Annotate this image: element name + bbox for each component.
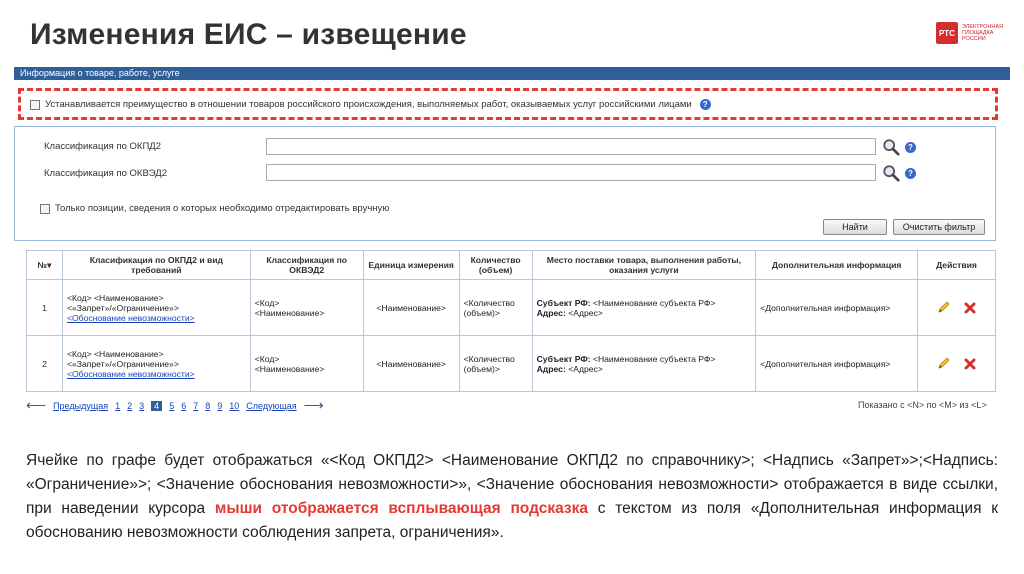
- qty-cell: [459, 336, 532, 392]
- shown-range: Показано с <N> по <M> из <L>: [858, 400, 987, 410]
- preference-checkbox-label: Устанавливается преимущество в отношении товаров российского происхождения, выполняемых работ, оказываемых услуг российскими лицами: [45, 99, 692, 110]
- current-page: 4: [151, 401, 162, 411]
- subject-value: <Наименование субъекта РФ>: [592, 297, 716, 308]
- okved-cell: [250, 336, 363, 392]
- row-num: 2: [27, 336, 63, 392]
- logo-text: ЭЛЕКТРОННАЯ ПЛОЩАДКА РОССИИ: [962, 24, 1004, 42]
- table-header-row: [27, 251, 996, 280]
- subject-label: Субъект РФ:: [536, 353, 591, 364]
- arrow-right-icon[interactable]: ⟶: [303, 397, 324, 413]
- manual-only-label: Только позиции, сведения о которых необходимо отредактировать вручную: [55, 203, 390, 214]
- page-link[interactable]: 10: [229, 400, 240, 411]
- edit-icon[interactable]: [937, 356, 951, 370]
- extra-cell: <Дополнительная информация>: [756, 280, 918, 336]
- page-link[interactable]: 2: [127, 400, 133, 411]
- preference-checkbox[interactable]: [30, 100, 40, 110]
- pagination: [26, 397, 324, 414]
- description-text: [26, 449, 998, 545]
- help-icon[interactable]: ?: [700, 99, 711, 110]
- qty-cell: [459, 280, 532, 336]
- help-icon[interactable]: ?: [905, 168, 916, 179]
- edit-icon[interactable]: [937, 300, 951, 314]
- okved-label: Классификация по ОКВЭД2: [44, 168, 168, 179]
- page-link[interactable]: 6: [181, 400, 187, 411]
- logo-mark: РТС: [936, 22, 958, 44]
- okpd-code-name: <Код> <Наименование>: [66, 348, 164, 359]
- okpd-restriction: <«Запрет»/«Ограничение»>: [66, 358, 179, 369]
- subject-label: Субъект РФ:: [536, 297, 591, 308]
- description-part1: Ячейке по графе будет отображаться «<Код ОКПД2> <Наименование ОКПД2 по справочнику>; <Надпись «Запрет»>;<Надпись: «Ограничение»>; <Значение обоснования невозможности>», <Значение обоснования невозможности> отображается в виде ссылки, при наведении курсора: [26, 452, 998, 517]
- okpd-cell: [62, 336, 250, 392]
- page-link[interactable]: 7: [193, 400, 199, 411]
- okved-cell: [250, 280, 363, 336]
- page-link[interactable]: 8: [205, 400, 211, 411]
- rts-logo: [936, 22, 1006, 44]
- okved-code: <Код>: [254, 297, 280, 308]
- col-okpd-header: Класификация по ОКПД2 и вид требований: [62, 251, 250, 280]
- okved-code: <Код>: [254, 353, 280, 364]
- actions-cell: [918, 336, 996, 392]
- col-actions-header: Действия: [918, 251, 996, 280]
- okpd-restriction: <«Запрет»/«Ограничение»>: [66, 302, 179, 313]
- manual-only-checkbox[interactable]: [40, 204, 50, 214]
- impossibility-reason-link[interactable]: <Обоснование невозможности>: [66, 312, 195, 323]
- place-cell: [532, 280, 756, 336]
- description-highlight: мыши отображается всплывающая подсказка: [214, 500, 588, 517]
- search-icon[interactable]: [882, 164, 900, 182]
- prev-page-link[interactable]: Предыдущая: [53, 400, 109, 411]
- okved-name: <Наименование>: [254, 307, 325, 318]
- address-value: <Адрес>: [568, 307, 603, 318]
- page-link[interactable]: 1: [115, 400, 121, 411]
- okpd-label: Классификация по ОКПД2: [44, 141, 162, 152]
- positions-table: [26, 250, 996, 392]
- qty-line1: <Количество: [463, 353, 515, 364]
- find-button[interactable]: Найти: [823, 219, 887, 235]
- qty-line2: (объем)>: [463, 307, 500, 318]
- extra-cell: <Дополнительная информация>: [756, 336, 918, 392]
- table-row: [27, 336, 996, 392]
- impossibility-reason-link[interactable]: <Обоснование невозможности>: [66, 368, 195, 379]
- col-qty-header: Количество (объем): [459, 251, 532, 280]
- address-label: Адрес:: [536, 363, 566, 374]
- okpd-input[interactable]: [266, 138, 876, 155]
- qty-line2: (объем)>: [463, 363, 500, 374]
- clear-filter-button[interactable]: Очистить фильтр: [893, 219, 985, 235]
- page-link[interactable]: 5: [169, 400, 175, 411]
- okpd-code-name: <Код> <Наименование>: [66, 292, 164, 303]
- unit-cell: <Наименование>: [363, 280, 459, 336]
- place-cell: [532, 336, 756, 392]
- address-label: Адрес:: [536, 307, 566, 318]
- okved-name: <Наименование>: [254, 363, 325, 374]
- col-unit-header: Единица измерения: [363, 251, 459, 280]
- col-place-header: Место поставки товара, выполнения работы, оказания услуги: [532, 251, 756, 280]
- delete-icon[interactable]: [964, 302, 976, 314]
- actions-cell: [918, 280, 996, 336]
- qty-line1: <Количество: [463, 297, 515, 308]
- okved-input[interactable]: [266, 164, 876, 181]
- delete-icon[interactable]: [964, 358, 976, 370]
- table-row: [27, 280, 996, 336]
- slide-title: Изменения ЕИС – извещение: [30, 18, 467, 51]
- preference-checkbox-row[interactable]: [30, 99, 711, 110]
- address-value: <Адрес>: [568, 363, 603, 374]
- next-page-link[interactable]: Следующая: [246, 400, 297, 411]
- unit-cell: <Наименование>: [363, 336, 459, 392]
- col-num-header[interactable]: №▾: [27, 251, 63, 280]
- panel-header: Информация о товаре, работе, услуге: [14, 67, 1010, 80]
- page-link[interactable]: 3: [139, 400, 145, 411]
- row-num: 1: [27, 280, 63, 336]
- arrow-left-icon[interactable]: ⟵: [26, 397, 47, 413]
- col-okved-header: Классификация по ОКВЭД2: [250, 251, 363, 280]
- description-part2: с текстом из поля «Дополнительная информация к обоснованию невозможности соблюдения запрета, ограничения».: [26, 500, 998, 541]
- okpd-cell: [62, 280, 250, 336]
- search-icon[interactable]: [882, 138, 900, 156]
- subject-value: <Наименование субъекта РФ>: [592, 353, 716, 364]
- manual-only-row[interactable]: [40, 203, 389, 214]
- col-extra-header: Дополнительная информация: [756, 251, 918, 280]
- page-link[interactable]: 9: [217, 400, 223, 411]
- help-icon[interactable]: ?: [905, 142, 916, 153]
